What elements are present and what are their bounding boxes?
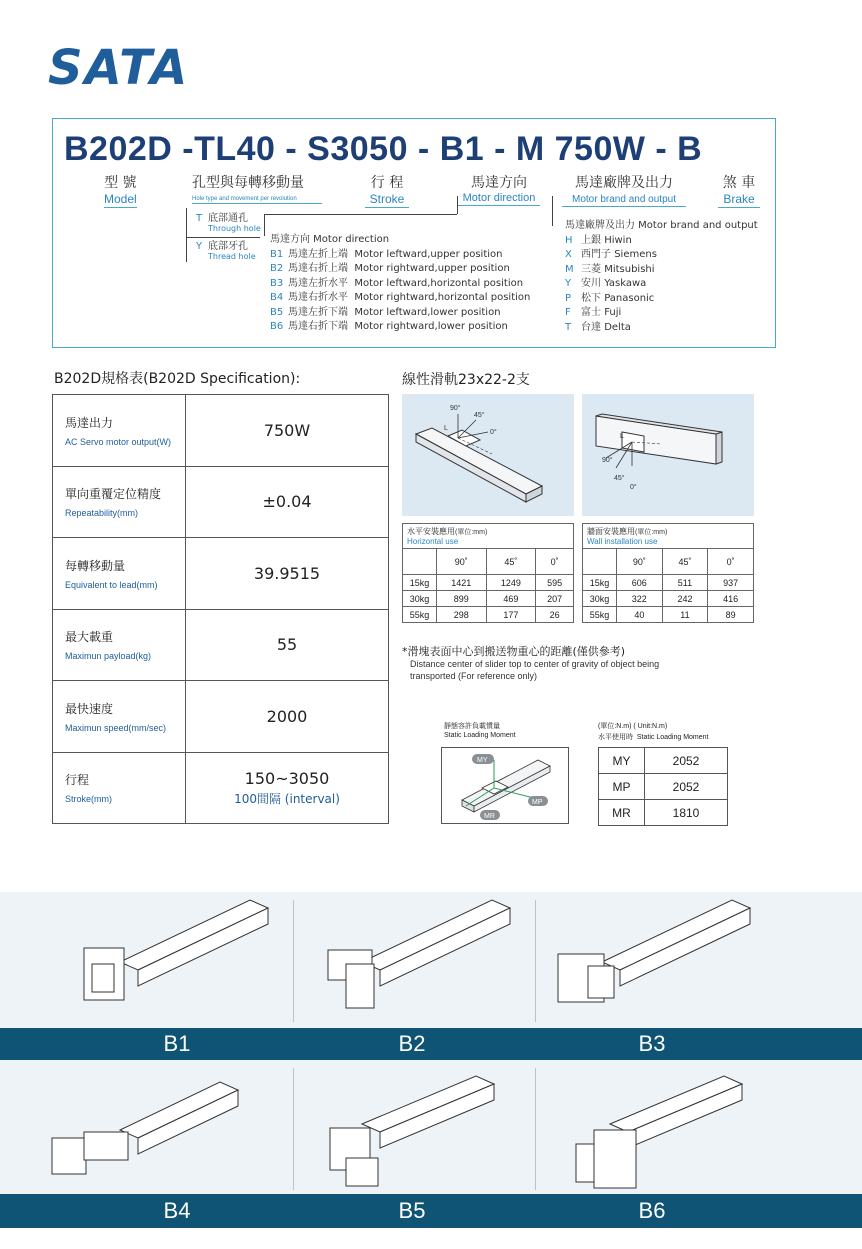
- moment-table-caption: 水平使用時 Static Loading Moment: [598, 734, 709, 741]
- segment-direction: 馬達方向 Motor direction: [458, 172, 540, 206]
- horizontal-load-table: 水平安裝應用(單位:mm) Horizontal use 90˚ 45˚ 0˚ 15kg 1421 1249 595 30kg 899 469 207 55kg 298 177 26: [402, 523, 574, 623]
- table-row: 15kg 606 511 937: [583, 575, 754, 591]
- spec-value: 750W: [186, 395, 389, 467]
- table-row: MP 2052: [599, 774, 728, 800]
- distance-note: *滑塊表面中心到搬送物重心的距離(僅供參考): [402, 645, 626, 658]
- table-row: 每轉移動量 Equivalent to lead(mm) 39.9515: [53, 538, 389, 610]
- hole-option-divider: [186, 237, 260, 238]
- actuator-b3-drawing: [558, 900, 750, 1002]
- model-code-title: B202D -TL40 - S3050 - B1 - M 750W - B: [64, 130, 703, 168]
- label-b3: B3: [638, 1031, 666, 1056]
- label-band-row-1: [0, 1028, 862, 1060]
- label-b6: B6: [638, 1198, 666, 1223]
- direction-connector-v: [264, 214, 265, 236]
- direction-option: B3 馬達左折水平 Motor leftward,horizontal position: [270, 277, 524, 289]
- actuator-b4-drawing: [52, 1082, 238, 1174]
- hole-option-y: Y 底部牙孔 Thread hole: [196, 241, 256, 261]
- moment-diagram: [441, 747, 569, 824]
- sata-logo: SATA: [48, 40, 190, 96]
- direction-connector-up: [457, 196, 458, 214]
- segment-hole: 孔型與每轉移動量 Hole type and movement per revolution: [192, 172, 322, 204]
- svg-text:L: L: [620, 433, 624, 440]
- brand-options: [565, 219, 758, 335]
- spec-title: B202D規格表(B202D Specification):: [54, 371, 301, 387]
- brand-option: T 台達 Delta: [565, 321, 631, 333]
- direction-option: B6 馬達右折下端 Motor rightward,lower position: [270, 321, 508, 332]
- svg-text:MP: MP: [532, 799, 543, 806]
- brand-option: M 三菱 Mitsubishi: [565, 263, 655, 275]
- brand-option: X 西門子 Siemens: [565, 249, 657, 260]
- wall-illustration: [582, 394, 754, 516]
- spec-value: 2000: [186, 681, 389, 753]
- label-b5: B5: [398, 1198, 426, 1223]
- direction-option: B2 馬達右折上端 Motor rightward,upper position: [270, 263, 510, 274]
- label-b1: B1: [163, 1031, 191, 1056]
- svg-text:0°: 0°: [630, 484, 637, 491]
- label-b4: B4: [163, 1198, 191, 1223]
- actuator-b6-drawing: [576, 1076, 742, 1188]
- gallery-drawings-row-2: [0, 1060, 862, 1194]
- brand-option: F 富士 Fuji: [565, 307, 622, 318]
- spec-value: ±0.04: [186, 466, 389, 538]
- brand-option: H 上銀 Hiwin: [565, 234, 632, 246]
- table-row: 最快速度 Maximun speed(mm/sec) 2000: [53, 681, 389, 753]
- table-row: MR 1810: [599, 800, 728, 826]
- table-row: 單向重覆定位精度 Repeatability(mm) ±0.04: [53, 466, 389, 538]
- direction-option: B5 馬達左折下端 Motor leftward,lower position: [270, 306, 501, 318]
- spec-value: 39.9515: [186, 538, 389, 610]
- rail-title: 線性滑軌23x22-2支: [402, 372, 530, 388]
- direction-options: [270, 233, 530, 335]
- distance-note-en-2: transported (For reference only): [410, 671, 538, 681]
- moment-unit: (單位:N.m) ( Unit:N.m): [598, 723, 668, 730]
- spec-value: 150~3050: [244, 768, 330, 788]
- horizontal-rail-drawing: [402, 394, 574, 516]
- brand-option: P 松下 Panasonic: [565, 292, 655, 304]
- moment-drawing: [442, 748, 568, 823]
- svg-text:45°: 45°: [474, 412, 485, 419]
- brand-connector: [552, 196, 553, 226]
- direction-connector-h: [264, 214, 457, 215]
- gallery-drawings-row-1: [0, 892, 862, 1028]
- segment-motor: 馬達廠牌及出力 Motor brand and output: [562, 172, 686, 207]
- actuator-b5-drawing: [330, 1076, 494, 1186]
- moment-diagram-en: Static Loading Moment: [444, 732, 516, 739]
- hole-option-t: T 底部通孔 Through hole: [196, 213, 261, 233]
- direction-option: B4 馬達右折水平 Motor rightward,horizontal position: [270, 292, 531, 303]
- spec-value: 55: [186, 609, 389, 681]
- spec-table: [52, 394, 389, 824]
- table-row: MY 2052: [599, 748, 728, 774]
- svg-text:90°: 90°: [450, 405, 461, 412]
- table-row: 15kg 1421 1249 595: [403, 575, 574, 591]
- segment-model: 型 號 Model: [104, 175, 137, 206]
- svg-text:MY: MY: [477, 757, 488, 764]
- table-row: 馬達出力 AC Servo motor output(W) 750W: [53, 395, 389, 467]
- wall-rail-drawing: [582, 394, 754, 516]
- label-b2: B2: [398, 1031, 426, 1056]
- table-row: 30kg 322 242 416: [583, 591, 754, 607]
- label-band-row-2: [0, 1194, 862, 1228]
- segment-brake: 煞 車 Brake: [718, 172, 760, 208]
- brand-header: 馬達廠牌及出力 Motor brand and output: [565, 220, 758, 231]
- segment-stroke: 行 程 Stroke: [365, 172, 409, 208]
- svg-text:0°: 0°: [490, 429, 497, 436]
- moment-table: [598, 747, 728, 826]
- table-row: 55kg 298 177 26: [403, 607, 574, 623]
- horizontal-illustration: [402, 394, 574, 516]
- svg-text:L: L: [444, 425, 448, 432]
- table-row: 行程 Stroke(mm) 150~3050 100間隔 (interval): [53, 752, 389, 824]
- svg-text:90°: 90°: [602, 457, 613, 464]
- brand-option: Y 安川 Yaskawa: [565, 278, 647, 289]
- svg-text:45°: 45°: [614, 475, 625, 482]
- table-row: 55kg 40 11 89: [583, 607, 754, 623]
- direction-option: B1 馬達左折上端 Motor leftward,upper position: [270, 248, 503, 260]
- direction-header: 馬達方向 Motor direction: [270, 234, 390, 245]
- actuator-b2-drawing: [328, 900, 510, 1008]
- moment-diagram-zh: 靜態容許負載慣量: [444, 723, 500, 730]
- wall-load-table: 牆面安裝應用(單位:mm) Wall installation use 90˚ 45˚ 0˚ 15kg 606 511 937 30kg 322 242 416 55kg 40 11 89: [582, 523, 754, 623]
- svg-text:MR: MR: [484, 813, 495, 820]
- hole-connector: [186, 208, 187, 262]
- actuator-b1-drawing: [84, 900, 268, 1000]
- table-row: 最大載重 Maximun payload(kg) 55: [53, 609, 389, 681]
- distance-note-en-1: Distance center of slider top to center of gravity of object being: [410, 659, 660, 669]
- table-row: 30kg 899 469 207: [403, 591, 574, 607]
